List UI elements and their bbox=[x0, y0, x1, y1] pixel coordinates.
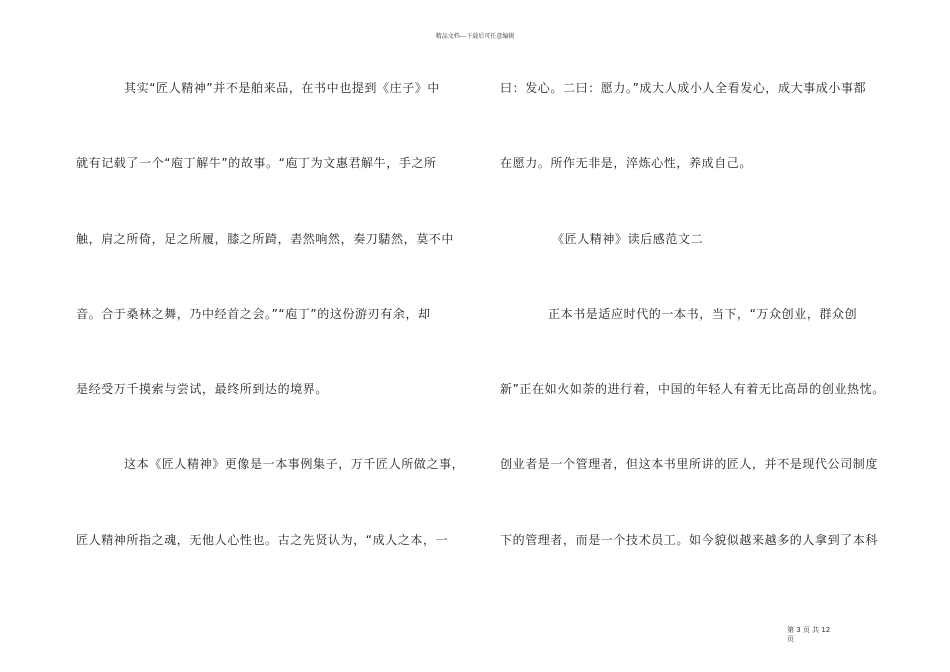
paragraph-line: 正本书是适应时代的一本书，当下，“万众创业，群众创 bbox=[548, 307, 858, 321]
paragraph-line: 在愿力。所作无非是，淬炼心性，养成自己。 bbox=[500, 156, 753, 170]
paragraph-line: 这本《匠人精神》更像是一本事例集子，万千匠人所做之事， bbox=[124, 457, 465, 471]
paragraph-line: 新”正在如火如荼的进行着，中国的年轻人有着无比高昂的创业热忱。 bbox=[500, 382, 885, 396]
paragraph-line: 就有记载了一个“庖丁解牛”的故事。“庖丁为文惠君解牛，手之所 bbox=[76, 156, 437, 170]
page-number bbox=[787, 626, 847, 644]
paragraph-line: 音。合于桑林之舞，乃中经首之会。”“庖丁”的这份游刃有余，却 bbox=[76, 307, 431, 321]
page-header: 精品文档---下载后可任意编辑 bbox=[435, 33, 515, 40]
page-number-line: 第 3 页 共 12 bbox=[787, 626, 831, 634]
section-title: 《匠人精神》读后感范文二 bbox=[552, 232, 704, 246]
paragraph-line: 下的管理者，而是一个技术员工。如今貌似越来越多的人拿到了本科 bbox=[500, 533, 879, 547]
paragraph-line: 创业者是一个管理者，但这本书里所讲的匠人，并不是现代公司制度 bbox=[500, 457, 879, 471]
page-number-line: 页 bbox=[787, 635, 794, 643]
paragraph-line: 曰：发心。二曰：愿力。”成大人成小人全看发心，成大事成小事都 bbox=[500, 81, 867, 95]
paragraph-line: 匠人精神所指之魂，无他人心性也。古之先贤认为，“成人之本，一 bbox=[76, 533, 449, 547]
paragraph-line: 是经受万千摸索与尝试，最终所到达的境界。 bbox=[76, 382, 329, 396]
paragraph-line: 触，肩之所倚，足之所履，膝之所踦，砉然响然，奏刀騞然，莫不中 bbox=[76, 232, 455, 246]
paragraph-line: 其实“匠人精神”并不是舶来品，在书中也提到《庄子》中 bbox=[124, 81, 441, 95]
